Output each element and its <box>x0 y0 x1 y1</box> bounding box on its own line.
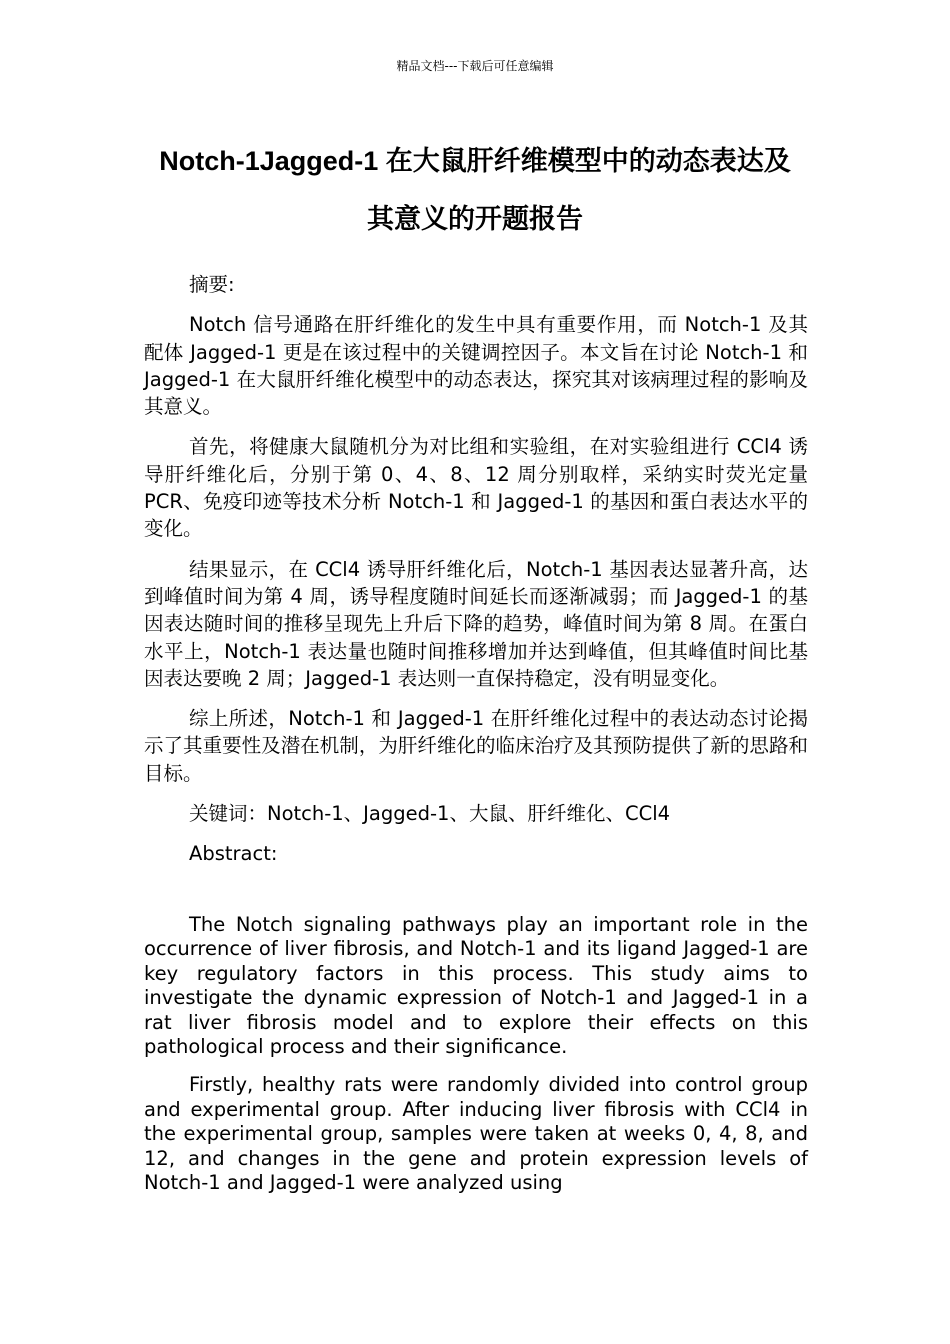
title-line-1: Notch-1Jagged-1 在大鼠肝纤维模型中的动态表达及 <box>159 146 791 176</box>
chinese-paragraph-3: 结果显示，在 CCl4 诱导肝纤维化后，Notch-1 基因表达显著升高，达到峰值时间为第 4 周，诱导程度随时间延长而逐渐减弱；而 Jagged-1 的基因表达随时间的推移呈现先上升后下降的趋势，峰值时间为第 8 周。在蛋白水平上，Notch-1 表达量也随时间推移增加并达到峰值，但其峰值时间比基因表达要晚 2 周；Jagged-1 表达则一直保持稳定，没有明显变化。 <box>144 557 808 690</box>
english-paragraph-1: The Notch signaling pathways play an important role in the occurrence of liver fibrosis, and Notch-1 and its ligand Jagged-1 are key regulatory factors in this process. This study aims to investigate the dynamic expression of Notch-1 and Jagged-1 in a rat liver fibrosis model and to explore their effects on this pathological process and their significance. <box>144 913 808 1059</box>
document-title <box>100 132 850 248</box>
chinese-paragraph-2: 首先，将健康大鼠随机分为对比组和实验组，在对实验组进行 CCl4 诱导肝纤维化后，分别于第 0、4、8、12 周分别取样，采纳实时荧光定量 PCR、免疫印迹等技术分析 Notch-1 和 Jagged-1 的基因和蛋白表达水平的变化。 <box>144 435 808 541</box>
english-abstract-label: Abstract: <box>189 842 278 866</box>
header-note: 精品文档---下载后可任意编辑 <box>396 59 554 73</box>
chinese-abstract-label: 摘要: <box>189 273 235 296</box>
english-paragraph-2: Firstly, healthy rats were randomly divided into control group and experimental group. After inducing liver fibrosis with CCl4 in the experimental group, samples were taken at weeks 0, 4, 8, and 12, and changes in the gene and protein expression levels of Notch-1 and Jagged-1 were analyzed using <box>144 1073 808 1195</box>
chinese-keywords: 关键词：Notch-1、Jagged-1、大鼠、肝纤维化、CCl4 <box>189 802 671 826</box>
english-abstract-section <box>144 913 808 1209</box>
chinese-paragraph-1: Notch 信号通路在肝纤维化的发生中具有重要作用，而 Notch-1 及其配体 Jagged-1 更是在该过程中的关键调控因子。本文旨在讨论 Notch-1 和 Jagged-1 在大鼠肝纤维化模型中的动态表达，探究其对该病理过程的影响及其意义。 <box>144 313 808 419</box>
chinese-paragraph-4: 综上所述，Notch-1 和 Jagged-1 在肝纤维化过程中的表达动态讨论揭示了其重要性及潜在机制，为肝纤维化的临床治疗及其预防提供了新的思路和目标。 <box>144 707 808 785</box>
title-line-2: 其意义的开题报告 <box>367 204 583 234</box>
chinese-abstract-section <box>144 271 808 881</box>
